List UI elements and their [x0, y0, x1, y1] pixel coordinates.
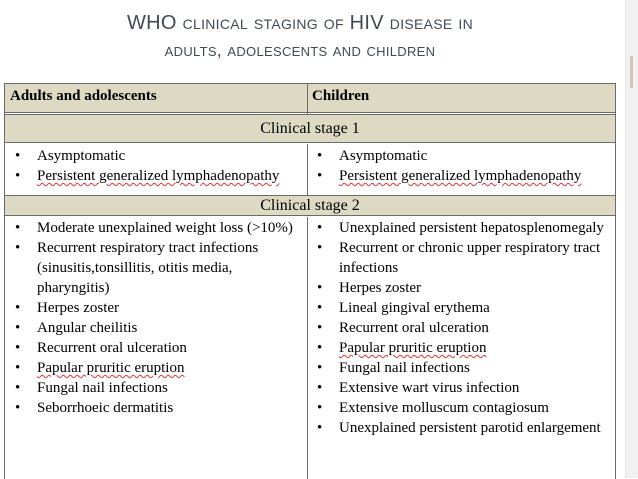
- list-item: • Seborrhoeic dermatitis: [9, 398, 299, 418]
- list-item: • Unexplained persistent parotid enlargement: [311, 418, 607, 438]
- list-item: • Recurrent oral ulceration: [9, 338, 299, 358]
- list-item: • Extensive wart virus infection: [311, 378, 607, 398]
- stage-2-children-list: [311, 218, 607, 438]
- list-item: • Papular pruritic eruption: [311, 338, 607, 358]
- list-item: • Persistent generalized lymphadenopathy: [311, 166, 611, 186]
- stage-1-header: Clinical stage 1: [5, 114, 615, 143]
- list-item: • Recurrent oral ulceration: [311, 318, 607, 338]
- list-item: • Persistent generalized lymphadenopathy: [9, 166, 305, 186]
- stage-1-divider: [307, 144, 308, 195]
- side-bar-accent: [630, 56, 633, 88]
- list-item: • Unexplained persistent hepatosplenomegaly: [311, 218, 607, 238]
- slide-title-line1: WHO clinical staging of HIV disease in: [126, 12, 474, 34]
- stage-2-adults-list: [9, 218, 299, 418]
- list-item: • Moderate unexplained weight loss (>10%): [9, 218, 299, 238]
- list-item: • Herpes zoster: [311, 278, 607, 298]
- table-header-row: [5, 84, 615, 113]
- list-item: • Asymptomatic: [9, 146, 305, 166]
- list-item: • Extensive molluscum contagiosum: [311, 398, 607, 418]
- list-item: • Asymptomatic: [311, 146, 611, 166]
- stage-1-children-list: [311, 146, 611, 186]
- list-item: • Recurrent or chronic upper respiratory tract infections: [311, 238, 607, 278]
- list-item: • Angular cheilitis: [9, 318, 299, 338]
- list-item: • Lineal gingival erythema: [311, 298, 607, 318]
- list-item: • Recurrent respiratory tract infections (sinusitis,tonsillitis, otitis media, pharyngitis): [9, 238, 299, 298]
- stage-2-divider: [307, 217, 308, 479]
- list-item: • Fungal nail infections: [9, 378, 299, 398]
- slide-side-bar: [625, 0, 638, 478]
- header-children: Children: [312, 88, 370, 104]
- header-adults: Adults and adolescents: [10, 88, 157, 104]
- slide-title-line2: adults, adolescents and children: [164, 40, 436, 60]
- stage-2-header: Clinical stage 2: [5, 195, 615, 216]
- stage-1-adults-list: [9, 146, 305, 186]
- header-divider: [307, 84, 308, 114]
- list-item: • Herpes zoster: [9, 298, 299, 318]
- list-item: • Papular pruritic eruption: [9, 358, 299, 378]
- list-item: • Fungal nail infections: [311, 358, 607, 378]
- staging-table: [4, 83, 616, 479]
